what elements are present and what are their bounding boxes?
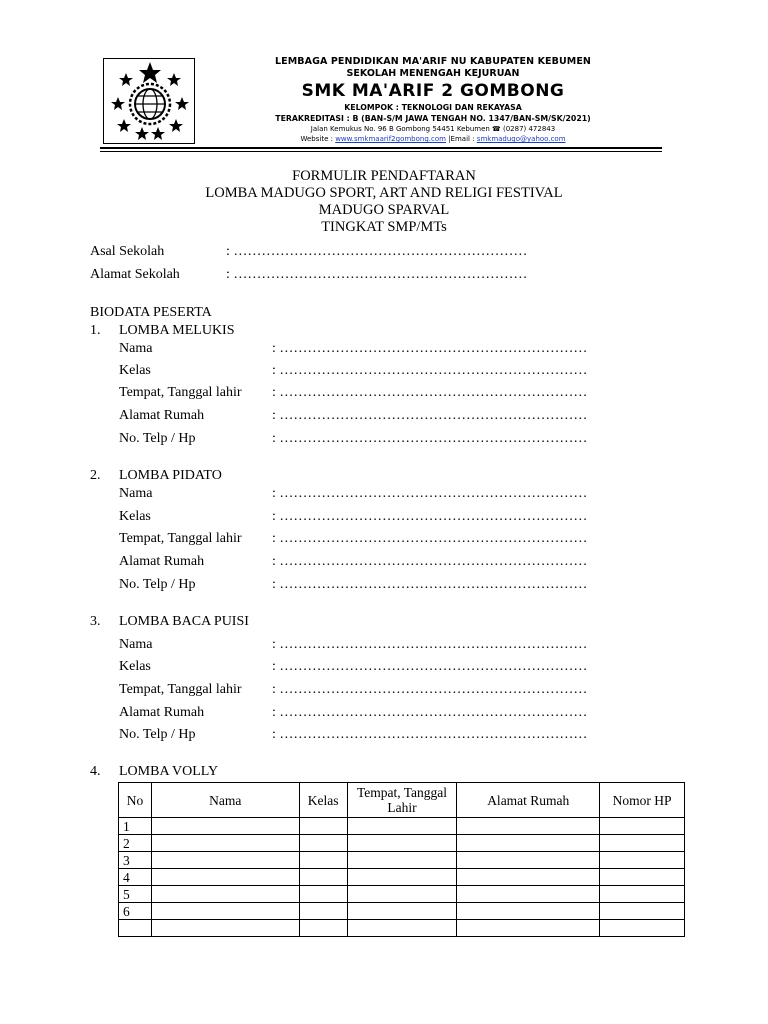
title-line-1: FORMULIR PENDAFTARAN (292, 168, 476, 184)
volly-team-table (118, 782, 685, 937)
kelas-field[interactable]: : ………………………………………………………… (272, 363, 588, 378)
col-header-hp: Nomor HP (600, 783, 685, 818)
nama-cell[interactable] (151, 920, 299, 937)
website-link[interactable]: www.smkmaarif2gombong.com (335, 135, 446, 143)
kelas-cell[interactable] (299, 886, 347, 903)
hp-cell[interactable] (600, 835, 685, 852)
table-row (119, 886, 685, 903)
ttl-cell[interactable] (347, 835, 457, 852)
hp-cell[interactable] (600, 903, 685, 920)
row-number: 1 (119, 818, 152, 835)
ttl-cell[interactable] (347, 903, 457, 920)
nama-cell[interactable] (151, 835, 299, 852)
table-row (119, 869, 685, 886)
letterhead (103, 52, 663, 150)
kelas-field[interactable]: : ………………………………………………………… (272, 659, 588, 674)
kelas-label: Kelas (119, 363, 151, 378)
section-title: LOMBA VOLLY (119, 764, 219, 779)
col-header-no: No (119, 783, 152, 818)
nama-label: Nama (119, 341, 153, 356)
col-header-kelas: Kelas (299, 783, 347, 818)
section-title: LOMBA MELUKIS (119, 323, 235, 338)
hp-cell[interactable] (600, 886, 685, 903)
letterhead-text (203, 56, 663, 144)
section-number: 4. (90, 764, 101, 779)
section-title: LOMBA PIDATO (119, 468, 222, 483)
table-row (119, 852, 685, 869)
title-line-3: MADUGO SPARVAL (318, 202, 450, 218)
ttl-cell[interactable] (347, 818, 457, 835)
section-number: 2. (90, 468, 101, 483)
kelas-field[interactable]: : ………………………………………………………… (272, 509, 588, 524)
nama-field[interactable]: : ………………………………………………………… (272, 341, 588, 356)
asal-sekolah-label: Asal Sekolah (90, 244, 165, 259)
row-number (119, 920, 152, 937)
kelas-cell[interactable] (299, 920, 347, 937)
kelas-cell[interactable] (299, 903, 347, 920)
table-header-row (119, 783, 685, 818)
nama-label: Nama (119, 486, 153, 501)
table-row (119, 818, 685, 835)
school-accreditation: TERAKREDITASI : B (BAN-S/M JAWA TENGAH NO. 1347/BAN-SM/SK/2021) (275, 114, 591, 123)
hp-cell[interactable] (600, 818, 685, 835)
section-number: 1. (90, 323, 101, 338)
ttl-cell[interactable] (347, 886, 457, 903)
table-row (119, 920, 685, 937)
telp-field[interactable]: : ………………………………………………………… (272, 577, 588, 592)
row-number: 5 (119, 886, 152, 903)
kelas-label: Kelas (119, 659, 151, 674)
nama-label: Nama (119, 637, 153, 652)
alamat-cell[interactable] (457, 903, 600, 920)
telp-field[interactable]: : ………………………………………………………… (272, 431, 588, 446)
nama-cell[interactable] (151, 886, 299, 903)
ttl-label: Tempat, Tanggal lahir (119, 682, 242, 697)
ttl-field[interactable]: : ………………………………………………………… (272, 385, 588, 400)
title-line-4: TINGKAT SMP/MTs (321, 219, 447, 235)
telp-label: No. Telp / Hp (119, 431, 196, 446)
section-number: 3. (90, 614, 101, 629)
table-row (119, 835, 685, 852)
hp-cell[interactable] (600, 852, 685, 869)
ttl-cell[interactable] (347, 869, 457, 886)
nama-cell[interactable] (151, 852, 299, 869)
row-number: 4 (119, 869, 152, 886)
alamat-sekolah-label: Alamat Sekolah (90, 267, 180, 282)
nama-cell[interactable] (151, 818, 299, 835)
school-type: SEKOLAH MENENGAH KEJURUAN (346, 68, 520, 79)
kelas-cell[interactable] (299, 818, 347, 835)
ttl-cell[interactable] (347, 920, 457, 937)
nama-field[interactable]: : ………………………………………………………… (272, 637, 588, 652)
telp-field[interactable]: : ………………………………………………………… (272, 727, 588, 742)
telp-label: No. Telp / Hp (119, 577, 196, 592)
school-logo (103, 58, 195, 144)
alamat-cell[interactable] (457, 852, 600, 869)
alamat-field[interactable]: : ………………………………………………………… (272, 705, 588, 720)
table-row (119, 903, 685, 920)
email-label: Email : (450, 135, 475, 143)
letterhead-rule (100, 147, 662, 149)
school-contact: Website : www.smkmaarif2gombong.com |Email : smkmadugo@yahoo.com (300, 135, 566, 143)
alamat-cell[interactable] (457, 818, 600, 835)
ttl-label: Tempat, Tanggal lahir (119, 531, 242, 546)
ttl-label: Tempat, Tanggal lahir (119, 385, 242, 400)
col-header-alamat: Alamat Rumah (457, 783, 600, 818)
kelas-cell[interactable] (299, 869, 347, 886)
alamat-sekolah-field[interactable]: : ……………………………………………………… (226, 267, 528, 282)
hp-cell[interactable] (600, 920, 685, 937)
ttl-field[interactable]: : ………………………………………………………… (272, 682, 588, 697)
alamat-cell[interactable] (457, 886, 600, 903)
school-group: KELOMPOK : TEKNOLOGI DAN REKAYASA (344, 103, 522, 112)
email-link[interactable]: smkmadugo@yahoo.com (476, 135, 566, 143)
ttl-cell[interactable] (347, 852, 457, 869)
kelas-label: Kelas (119, 509, 151, 524)
school-address: Jalan Kemukus No. 96 B Gombong 54451 Kebumen ☎ (0287) 472843 (310, 125, 556, 133)
alamat-cell[interactable] (457, 869, 600, 886)
nama-cell[interactable] (151, 903, 299, 920)
row-number: 3 (119, 852, 152, 869)
alamat-label: Alamat Rumah (119, 705, 205, 720)
institution-name: LEMBAGA PENDIDIKAN MA'ARIF NU KABUPATEN KEBUMEN (275, 56, 591, 67)
col-header-ttl: Tempat, Tanggal Lahir (347, 783, 457, 818)
alamat-label: Alamat Rumah (119, 554, 205, 569)
row-number: 6 (119, 903, 152, 920)
alamat-cell[interactable] (457, 920, 600, 937)
letterhead-rule-thin (100, 151, 662, 152)
website-label: Website : (300, 135, 333, 143)
ttl-field[interactable]: : ………………………………………………………… (272, 531, 588, 546)
alamat-field[interactable]: : ………………………………………………………… (272, 554, 588, 569)
form-title (0, 168, 768, 236)
school-name: SMK MA'ARIF 2 GOMBONG (301, 81, 565, 101)
asal-sekolah-field[interactable]: : ……………………………………………………… (226, 244, 528, 259)
section-title: LOMBA BACA PUISI (119, 614, 249, 629)
row-number: 2 (119, 835, 152, 852)
kelas-cell[interactable] (299, 835, 347, 852)
kelas-cell[interactable] (299, 852, 347, 869)
col-header-nama: Nama (151, 783, 299, 818)
alamat-field[interactable]: : ………………………………………………………… (272, 408, 588, 423)
nama-field[interactable]: : ………………………………………………………… (272, 486, 588, 501)
alamat-label: Alamat Rumah (119, 408, 205, 423)
hp-cell[interactable] (600, 869, 685, 886)
nama-cell[interactable] (151, 869, 299, 886)
telp-label: No. Telp / Hp (119, 727, 196, 742)
alamat-cell[interactable] (457, 835, 600, 852)
title-line-2: LOMBA MADUGO SPORT, ART AND RELIGI FESTIVAL (205, 185, 563, 201)
biodata-heading: BIODATA PESERTA (90, 305, 212, 320)
